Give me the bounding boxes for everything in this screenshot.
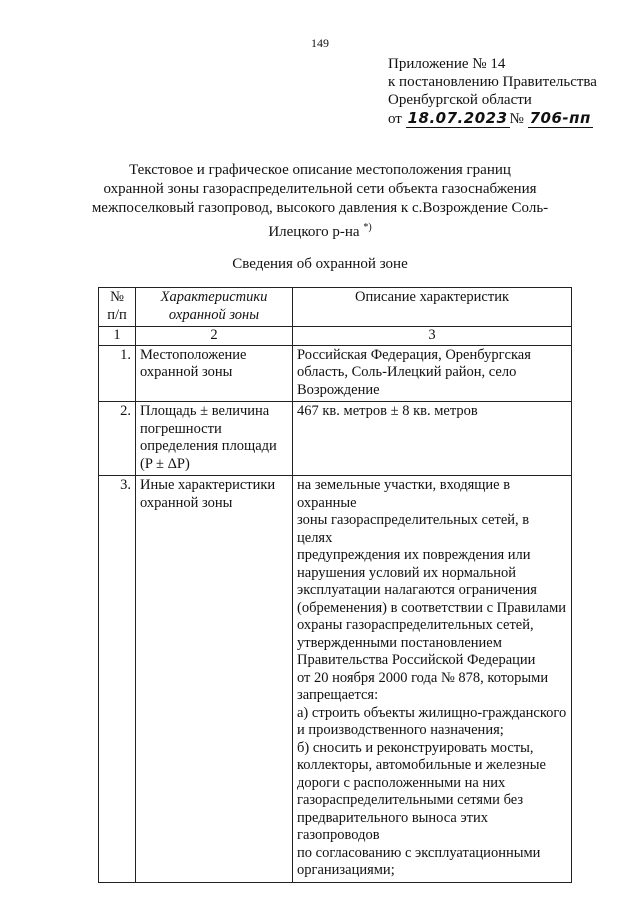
text-line: определения площади xyxy=(140,438,277,454)
document-title xyxy=(80,161,560,242)
text-line: Правительства Российской Федерации xyxy=(297,652,536,668)
text-line: Местоположение xyxy=(140,346,247,363)
index-cell-3: 3 xyxy=(293,327,572,346)
text-line: предварительного выноса этих газопроводов xyxy=(297,809,489,843)
text-line: зоны газораспределительных сетей, в целях xyxy=(297,512,530,546)
text-line: эксплуатации налагаются ограничения xyxy=(297,582,537,598)
text-line: предупреждения их повреждения или xyxy=(297,547,531,563)
row-description xyxy=(293,402,572,476)
footnote-mark: *) xyxy=(363,222,372,233)
text-line: 467 кв. метров ± 8 кв. метров xyxy=(297,403,478,419)
text-line: охранной зоны xyxy=(140,364,233,380)
text-line: охранной зоны xyxy=(140,494,233,511)
appendix-block xyxy=(388,55,597,128)
index-cell-1: 1 xyxy=(99,327,136,346)
text-line: б) сносить и реконструировать мосты, xyxy=(297,739,534,756)
text-line: от 20 ноября 2000 года № 878, которыми xyxy=(297,669,549,686)
number-prefix: № xyxy=(509,111,524,127)
row-number: 1. xyxy=(99,345,136,402)
handwritten-date: 18.07.2023 xyxy=(407,109,508,127)
row-number: 3. xyxy=(99,476,136,883)
row-description xyxy=(293,476,572,883)
handwritten-number: 706-пп xyxy=(529,109,591,127)
header-col-characteristics xyxy=(136,288,293,327)
header-col-description: Описание характеристик xyxy=(293,288,572,327)
appendix-line-3: Оренбургской области xyxy=(388,92,532,108)
title-line-2: охранной зоны газораспределительной сети объекта газоснабжения xyxy=(103,181,537,197)
text-line: запрещается: xyxy=(297,687,379,703)
row-number: 2. xyxy=(99,402,136,476)
text-line: и производственного назначения; xyxy=(297,722,504,738)
row-description xyxy=(293,345,572,402)
title-line-4-wrap xyxy=(80,218,560,242)
title-line-3: межпоселковый газопровод, высокого давления к с.Возрождение Соль- xyxy=(91,200,549,216)
text-line: утвержденными постановлением xyxy=(297,634,502,651)
section-subtitle: Сведения об охранной зоне xyxy=(232,256,408,272)
title-line-1: Текстовое и графическое описание местоположения границ xyxy=(129,162,511,178)
text-line: область, Соль-Илецкий район, село xyxy=(297,364,517,380)
text-line: дороги с расположенными на них xyxy=(297,774,506,791)
text-line: Российская Федерация, Оренбургская xyxy=(297,346,531,363)
protection-zone-table xyxy=(98,287,572,883)
text-line: по согласованию с эксплуатационными xyxy=(297,844,541,861)
text-line: Иные характеристики xyxy=(140,477,276,493)
page-number: 149 xyxy=(311,36,329,50)
text-line: газораспределительными сетями без xyxy=(297,792,524,808)
header-char-line-2: охранной зоны xyxy=(168,306,260,323)
text-line: охраны газораспределительных сетей, xyxy=(297,617,534,633)
table-row xyxy=(99,345,572,402)
appendix-line-1: Приложение № 14 xyxy=(388,56,506,72)
text-line: коллекторы, автомобильные и железные xyxy=(297,757,546,773)
header-number-sign: № xyxy=(110,289,124,305)
text-line: Возрождение xyxy=(297,381,380,398)
index-cell-2: 2 xyxy=(136,327,293,346)
table-row xyxy=(99,402,572,476)
title-line-4: Илецкого р-на xyxy=(268,224,360,240)
text-line: погрешности xyxy=(140,420,222,437)
appendix-line-2: к постановлению Правительства xyxy=(388,74,597,90)
text-line: на земельные участки, входящие в охранные xyxy=(297,477,511,511)
row-characteristic xyxy=(136,476,293,883)
header-number-label: п/п xyxy=(107,306,127,323)
table-row xyxy=(99,476,572,883)
row-characteristic xyxy=(136,402,293,476)
date-prefix: от xyxy=(388,111,402,127)
text-line: (P ± ΔP) xyxy=(140,455,190,472)
table-index-row xyxy=(99,327,572,346)
text-line: нарушения условий их нормальной xyxy=(297,564,517,581)
row-characteristic xyxy=(136,345,293,402)
text-line: а) строить объекты жилищно-гражданского xyxy=(297,704,567,721)
appendix-date-row xyxy=(388,109,597,128)
header-char-line-1: Характеристики xyxy=(160,289,268,305)
table-header-row xyxy=(99,288,572,327)
header-col-number xyxy=(99,288,136,327)
text-line: Площадь ± величина xyxy=(140,403,270,419)
text-line: (обременения) в соответствии с Правилами xyxy=(297,599,567,616)
text-line: организациями; xyxy=(297,862,395,878)
